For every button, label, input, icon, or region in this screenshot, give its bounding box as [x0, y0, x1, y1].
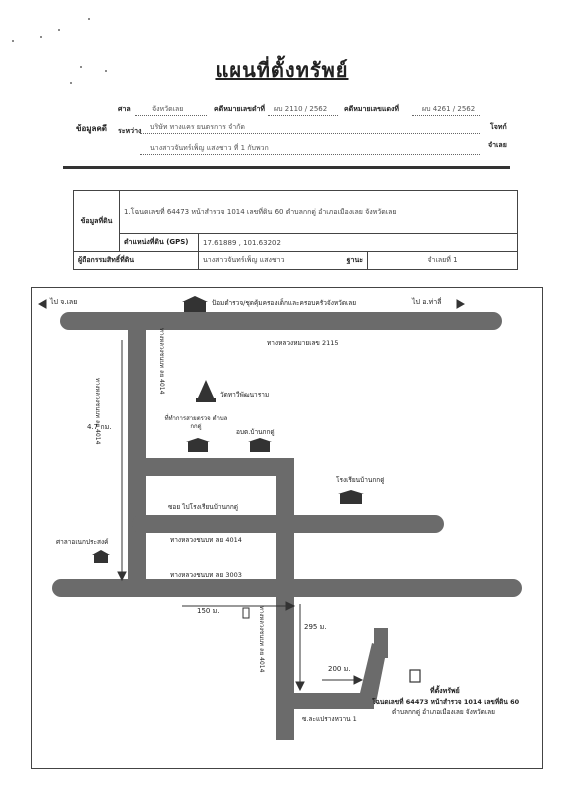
- defendant-role: จำเลย: [488, 141, 507, 149]
- rural-road-east: [276, 458, 294, 740]
- section-divider: [63, 166, 510, 169]
- owner-value: นางสาวจันทร์เพ็ญ แสงชาว: [203, 256, 285, 264]
- land-info-label: ข้อมูลที่ดิน: [80, 216, 113, 225]
- defendant-line: [140, 154, 480, 155]
- highway-2115-road: [60, 312, 502, 330]
- red-case-line: [412, 115, 480, 116]
- school-label: โรงเรียนบ้านกกดู่: [336, 476, 385, 484]
- court-line: [135, 115, 207, 116]
- highway-4014-road: [128, 312, 146, 594]
- alley-label: ซ.ละแปรางหวาน 1: [302, 715, 357, 723]
- scan-speck: [88, 18, 90, 20]
- to-loei-label: ไป จ.เลย: [50, 298, 78, 306]
- alley-road-end: [374, 628, 388, 658]
- school-lane-label: ซอย ไปโรงเรียนบ้านกกดู่: [168, 503, 239, 511]
- plaintiff-name: บริษัท ทางแคร ยนตรการ จำกัด: [150, 123, 245, 131]
- tambon-office-icon: [248, 438, 272, 452]
- district-office-icon: [186, 438, 210, 452]
- black-case-value: ผบ 2110 / 2562: [274, 105, 328, 113]
- location-map: [31, 287, 543, 769]
- plaintiff-line: [140, 133, 480, 134]
- highway-3003-road: [52, 579, 522, 597]
- page-title: แผนที่ตั้งทรัพย์: [215, 58, 349, 82]
- highway-4014-vertical-label-b: ทางหลวงชนบท ลย 4014: [158, 328, 165, 395]
- status-value-cell: [368, 252, 518, 270]
- gps-value: 17.61889 , 101.63202: [203, 238, 281, 247]
- status-label: ฐานะ: [346, 256, 363, 264]
- owner-label: ผู้ถือกรรมสิทธิ์ที่ดิน: [78, 256, 135, 264]
- to-thali-label: ไป อ.ท่าลี่: [412, 298, 442, 306]
- property-marker-icon: [410, 670, 420, 682]
- arrow-to-loei: [39, 300, 46, 308]
- tambon-office-label: อบต.บ้านกกดู่: [236, 428, 275, 436]
- rural-road-south-label: ทางหลวงชนบท ลย 4014: [258, 606, 265, 673]
- temple-icon: [196, 380, 216, 402]
- property-line-1: โฉนดเลขที่ 64473 หน้าสำรวจ 1014 เลขที่ดิน 60: [372, 698, 520, 706]
- land-info-label-cell: [74, 191, 120, 252]
- scan-speck: [40, 36, 42, 38]
- arrows: [39, 300, 464, 690]
- school-icon: [338, 490, 364, 504]
- table-row: [74, 191, 518, 234]
- gps-value-cell: [199, 234, 518, 252]
- dist-295-label: 295 ม.: [304, 623, 327, 631]
- owner-label-cell: [74, 252, 199, 270]
- shrine-label: ศาลาอเนกประสงค์: [56, 538, 109, 546]
- highway-3003-label: ทางหลวงชนบท ลย 3003: [170, 571, 242, 579]
- dist-295-arrowhead: [296, 682, 304, 690]
- highway-4014-horizontal-label: ทางหลวงชนบท ลย 4014: [170, 536, 242, 544]
- dist-200-arrowhead: [354, 676, 362, 684]
- dist-150-label: 150 ม.: [197, 607, 220, 615]
- school-lane-road: [132, 515, 444, 533]
- table-row: [74, 252, 518, 270]
- plaintiff-role: โจทก์: [490, 123, 507, 131]
- dist-47-label: 4.7 กม.: [87, 423, 112, 431]
- table-row: [74, 234, 518, 252]
- land-info-value-cell: [120, 191, 518, 234]
- highway-4014-vertical-label: ทางหลวงชนบท ลย 4014: [94, 378, 101, 445]
- gps-label-cell: [120, 234, 199, 252]
- property-line-2: ตำบลกกดู่ อำเภอเมืองเลย จังหวัดเลย: [392, 708, 495, 716]
- alley-road-h: [294, 693, 374, 709]
- scan-speck: [12, 40, 14, 42]
- between-label: ระหว่าง: [118, 127, 142, 135]
- red-case-label: คดีหมายเลขแดงที่: [344, 105, 400, 113]
- rural-road-west: [132, 458, 294, 476]
- land-info-value: 1.โฉนดเลขที่ 64473 หน้าสำรวจ 1014 เลขที่ดิน 60 ตำบลกกดู่ อำเภอเมืองเลย จังหวัดเลย: [124, 207, 397, 216]
- black-case-label: คดีหมายเลขดำที่: [214, 105, 266, 113]
- dist-47-arrowhead: [118, 572, 126, 580]
- shop-icon: [243, 608, 249, 618]
- shrine-icon: [92, 550, 110, 563]
- court-value: จังหวัดเลย: [152, 105, 184, 113]
- court-label: ศาล: [118, 105, 131, 113]
- highway-2115-label: ทางหลวงหมายเลข 2115: [267, 339, 339, 347]
- defendant-name: นางสาวจันทร์เพ็ญ แสงชาว ที่ 1 กับพวก: [150, 144, 269, 152]
- arrow-to-thali: [457, 300, 464, 308]
- scan-speck: [58, 29, 60, 31]
- owner-value-cell: [199, 252, 368, 270]
- case-info-label: ข้อมูลคดี: [76, 124, 107, 133]
- black-case-line: [268, 115, 338, 116]
- scan-speck: [70, 82, 72, 84]
- map-canvas: [32, 288, 542, 768]
- police-label: ป้อมตำรวจ/ชุดคุ้มครองเด็กและครอบครัวจังหวัดเลย: [212, 299, 357, 307]
- status-value: จำเลยที่ 1: [427, 256, 458, 264]
- gps-label: ตำแหน่งที่ดิน (GPS): [124, 238, 189, 246]
- temple-label: วัดทาวีพัฒนาราม: [220, 391, 270, 399]
- district-office-label: ที่ทำการสายตรวจ ตำบลกกดู่: [164, 415, 228, 430]
- police-building-icon: [182, 296, 208, 312]
- dist-200-label: 200 ม.: [328, 665, 351, 673]
- red-case-value: ผบ 4261 / 2562: [422, 105, 476, 113]
- property-title: ที่ตั้งทรัพย์: [430, 687, 460, 695]
- property-info-table: [73, 190, 518, 270]
